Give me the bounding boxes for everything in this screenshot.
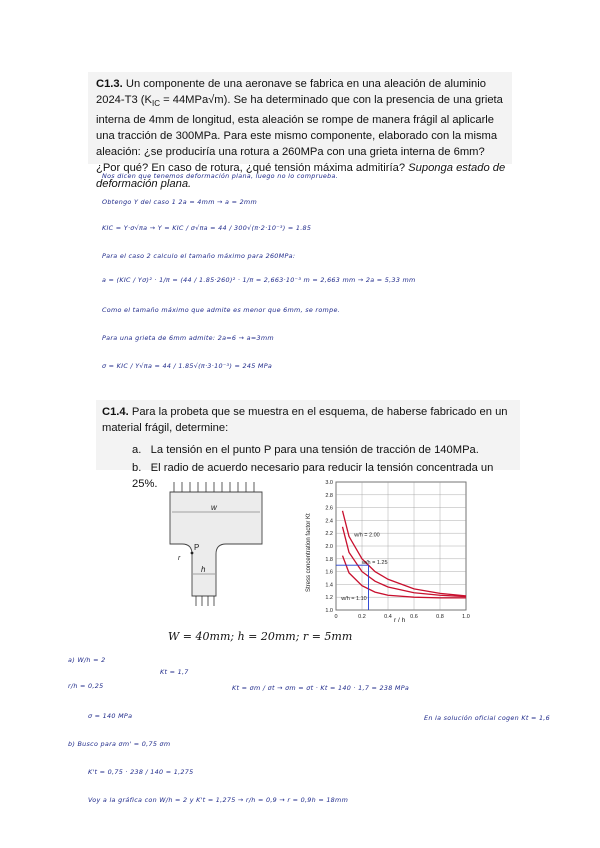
hw13-line: a = (KIC / Yσ)² · 1/π = (44 / 1.85·260)² · 1/π = 2,663·10⁻³ m = 2,663 mm → 2a = 5,33 mm (102, 276, 416, 284)
chart-ytick-label: 2.6 (325, 505, 333, 512)
chart-annotation: w/h = 1.25 (362, 559, 388, 566)
chart-ytick-label: 1.0 (325, 608, 333, 614)
chart-xtick-label: 0.6 (410, 614, 418, 620)
chart-ytick-label: 2.4 (325, 518, 333, 525)
chart-ytick-label: 1.4 (325, 582, 333, 589)
chart-xtick-label: 0.4 (384, 614, 392, 620)
problem-c13-code: C1.3. (96, 78, 123, 90)
point-p-marker (191, 552, 194, 555)
chart-ytick-label: 2.8 (325, 492, 333, 499)
chart-caption: W = 40mm; h = 20mm; r = 5mm (168, 630, 353, 643)
problem-c13-text-a: Un componente de una aeronave se fabrica en una aleación de aluminio 2024-T3 (K (96, 78, 486, 106)
option-b-marker: b. (132, 462, 142, 474)
problem-c13-kic-sub: IC (151, 99, 160, 109)
chart-xtick-label: 0 (334, 614, 338, 620)
hw14-line: r/h = 0,25 (68, 682, 104, 690)
label-p: P (194, 543, 200, 552)
chart-ytick-label: 1.2 (325, 595, 333, 602)
problem-c14-intro: Para la probeta que se muestra en el esquema, de haberse fabricado en un material frágil, determine: (102, 406, 508, 434)
hw14-line: Kt = σm / σt → σm = σt · Kt = 140 · 1,7 = 238 MPa (232, 684, 410, 692)
chart-ytick-label: 2.2 (325, 531, 333, 538)
hw14-line: En la solución oficial cogen Kt = 1,6 (424, 714, 551, 722)
hw14-line: σ = 140 MPa (88, 712, 133, 720)
hw14-line: Kt = 1,7 (160, 668, 189, 676)
chart-ytick-label: 1.8 (325, 556, 333, 563)
chart-annotation: w/h = 2.00 (354, 532, 380, 539)
option-b-text: El radio de acuerdo necesario para reducir la tensión concentrada un 25%. (132, 462, 494, 490)
hw14-line: a) W/h = 2 (68, 656, 106, 664)
chart-xlabel: r / h (394, 617, 406, 624)
chart-ylabel: Stress concentration factor Kt (306, 513, 312, 592)
option-a (132, 442, 514, 458)
option-a-text: La tensión en el punto P para una tensión de tracción de 140MPa. (150, 444, 479, 456)
chart-xtick-label: 0.2 (358, 614, 366, 620)
hw14-line: b) Busco para σm' = 0,75 σm (68, 740, 171, 748)
hw13-line: Para el caso 2 calculo el tamaño máximo para 260MPa: (102, 252, 296, 260)
problem-c14-code: C1.4. (102, 406, 129, 418)
kt-chart (302, 474, 472, 624)
chart-annotation: w/h = 1.10 (341, 595, 367, 602)
problem-c13-italic: Suponga estado de deformación plana. (96, 162, 506, 191)
hw14-line: K't = 0,75 · 238 / 140 = 1,275 (88, 768, 194, 776)
label-w: w (211, 503, 217, 512)
chart-ytick-label: 1.6 (325, 569, 333, 576)
label-r: r (178, 555, 181, 562)
problem-c13-text-b: = 44MPa√m). Se ha determinado que con la presencia de una grieta interna de 4mm de longitud, esta aleación se rompe de manera frágil al aplicarle una tracción de 300MPa. Para este mismo componente, elaborado con la misma aleación: ¿se produciría una rotura a 260MPa con una grieta interna de 6mm? ¿Por qué? En caso de rotura, ¿qué tensión máxima admitiría? (96, 94, 503, 175)
chart-xtick-label: 0.8 (436, 614, 444, 620)
hw13-line: Como el tamaño máximo que admite es menor que 6mm, se rompe. (102, 306, 341, 314)
chart-ytick-label: 2.0 (325, 544, 333, 550)
tension-arrows-bottom (196, 596, 214, 606)
hw13-line: Para una grieta de 6mm admite: 2a=6 → a=3mm (102, 334, 274, 342)
specimen-schematic (164, 478, 294, 618)
hw14-line: Voy a la gráfica con W/h = 2 y K't = 1,275 → r/h = 0,9 → r = 0,9h = 18mm (88, 796, 349, 804)
hw13-line: KIC = Y·σ√πa → Y = KIC / σ√πa = 44 / 300√(π·2·10⁻³) = 1.85 (102, 224, 312, 232)
tension-arrows-top (174, 482, 254, 492)
hw13-line: Nos dicen que tenemos deformación plana, luego no lo comprueba. (102, 172, 339, 180)
chart-ytick-label: 3.0 (325, 480, 333, 486)
label-h: h (201, 565, 206, 574)
option-a-marker: a. (132, 444, 142, 456)
hw13-line: σ = KIC / Y√πa = 44 / 1.85√(π·3·10⁻³) = 245 MPa (102, 362, 273, 370)
hw13-line: Obtengo Y del caso 1 2a = 4mm → a = 2mm (102, 198, 257, 206)
chart-xtick-label: 1.0 (462, 614, 470, 620)
